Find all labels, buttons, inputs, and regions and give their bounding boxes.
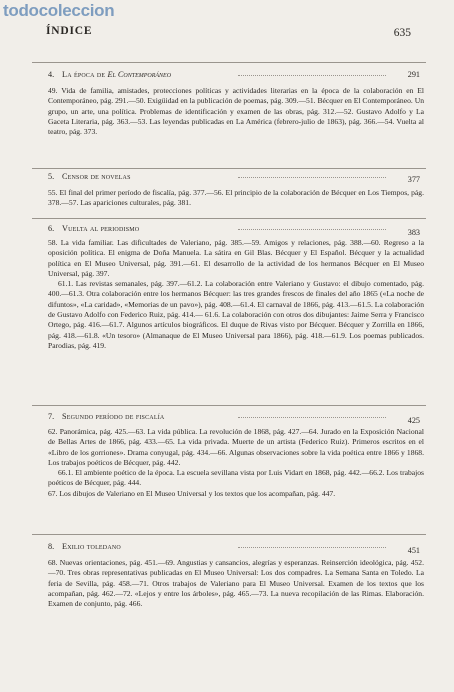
section-divider	[32, 62, 426, 63]
section-body-8	[48, 558, 424, 609]
section-divider	[32, 168, 426, 169]
section-divider	[32, 218, 426, 219]
section-divider	[32, 405, 426, 406]
paragraph: 68. Nuevas orientaciones, pág. 451.—69. Angustias y cansancios, alegrías y esperanzas. Reinserción ideológica, pág. 452.—70. Tres obras representativas publicadas en El Museo Universal: Los dos compadres. La Semana Santa en Toledo. La feria de Sevilla, pág. 458.—71. Otros trabajos de Valeriano para El Museo Universal. Examen de los textos que los acompañan, pág. 462.—72. «Lejos y entre los árboles», pág. 465.—73. La nueva recopilación de las Rimas. Elaboración. Examen de conjunto, pág. 466.	[48, 558, 424, 609]
paragraph: 66.1. El ambiente poético de la época. La escuela sevillana vista por Luis Vidart en 1868, pág. 442.—66.2. Los trabajos poéticos de Bécquer, pág. 444.	[48, 468, 424, 488]
paragraph: 67. Los dibujos de Valeriano en El Museo Universal y los textos que los acompañan, pág. 447.	[48, 488, 336, 498]
section-heading-8: 8. Exilio toledano 451	[48, 542, 420, 555]
section-body-7	[48, 427, 424, 499]
watermark: todocoleccion	[3, 1, 115, 20]
section-page: 377	[407, 175, 420, 184]
section-page: 451	[407, 546, 420, 555]
section-heading-5: 5. Censor de novelas 377	[48, 172, 420, 184]
paragraph: 61.1. Las revistas semanales, pág. 397.—61.2. La colaboración entre Valeriano y Gustavo: el dibujo comentado, pág. 400.—61.3. Otra colaboración entre los hermanos Bécquer: las tres grandes frescos de finales del año 1865 («La noche de difuntos», «La caridad», «Memorias de un pavo»), pág. 408.—61.4. El carnaval de 1866, pág. 413.—61.5. La colaboración de Gustavo Adolfo con Federico Ruiz, pág. 414.— 61.6. La colaboración con otros dos dibujantes: Jaime Serra y Francisco Ortego, pág. 416.—61.7. Algunos artículos biográficos. El duque de Rivas visto por Bécquer. Bécquer y Zorrilla en 1866, pág. 418.—61.8. «Un tesoro» (Almanaque de El Museo Universal para 1866), pág. 418.—61.9. Los poemas publicados. Parodias, pág. 419.	[48, 279, 424, 350]
paragraph: 58. La vida familiar. Las dificultades de Valeriano, pág. 385.—59. Amigos y relaciones, pág. 388.—60. Regreso a la oposición política. El enigma de Doña Manuela. La sátira en Gil Blas. Bécquer y El Español. Bécquer y la actualidad política en El Museo Universal, pág. 391.—61. El desarrollo de la actividad de los hermanos Bécquer en El Museo Universal, pág. 397.	[48, 238, 424, 278]
paragraph: 55. El final del primer período de fiscalía, pág. 377.—56. El principio de la colaboración de Bécquer en Los Tiempos, pág. 378.—57. Las apariciones culturales, pág. 381.	[48, 188, 424, 208]
section-page: 425	[407, 416, 420, 425]
page-title: ÍNDICE	[46, 25, 93, 37]
section-body-4	[48, 86, 424, 137]
section-heading-4: 4. La época de El Contemporáneo 291	[48, 70, 420, 79]
paragraph: 49. Vida de familia, amistades, protecciones políticas y actividades literarias en la época de la colaboración en El Contemporáneo, pág. 291.—50. Exigüidad en la publicación de poemas, pág. 309.—51. Bécquer en El Contemporáneo. Un grupo, un arte, una política. Problemas de identificación y examen de las obras, pág. 312.—52. Gustavo Adolfo y La Gaceta Literaria, pág. 363.—53. Las leyendas publicadas en La América (febrero-julio de 1863), pág. 366.—54. Vuelta al teatro, pág. 373.	[48, 86, 424, 137]
section-heading-6: 6. Vuelta al periodismo 383	[48, 224, 420, 237]
page-number: 635	[393, 27, 411, 39]
paragraph: 62. Panorámica, pág. 425.—63. La vida pública. La revolución de 1868, pág. 427.—64. Jurado en la Exposición Nacional de Bellas Artes de 1866, pág. 433.—65. La vida privada. Muerte de un artista (Federico Ruiz). Primeros escritos en el «Libro de los gorriones». Drama conyugal, pág. 434.—66. Algunas observaciones sobre la vida poética entre 1866 y 1868. Los trabajos poéticos de Bécquer, pág. 442.	[48, 427, 424, 467]
section-body-5	[48, 188, 424, 209]
section-page: 291	[407, 70, 420, 79]
section-heading-7: 7. Segundo período de fiscalía 425	[48, 412, 420, 425]
section-divider	[32, 534, 426, 535]
section-page: 383	[407, 228, 420, 237]
section-body-6	[48, 238, 424, 351]
